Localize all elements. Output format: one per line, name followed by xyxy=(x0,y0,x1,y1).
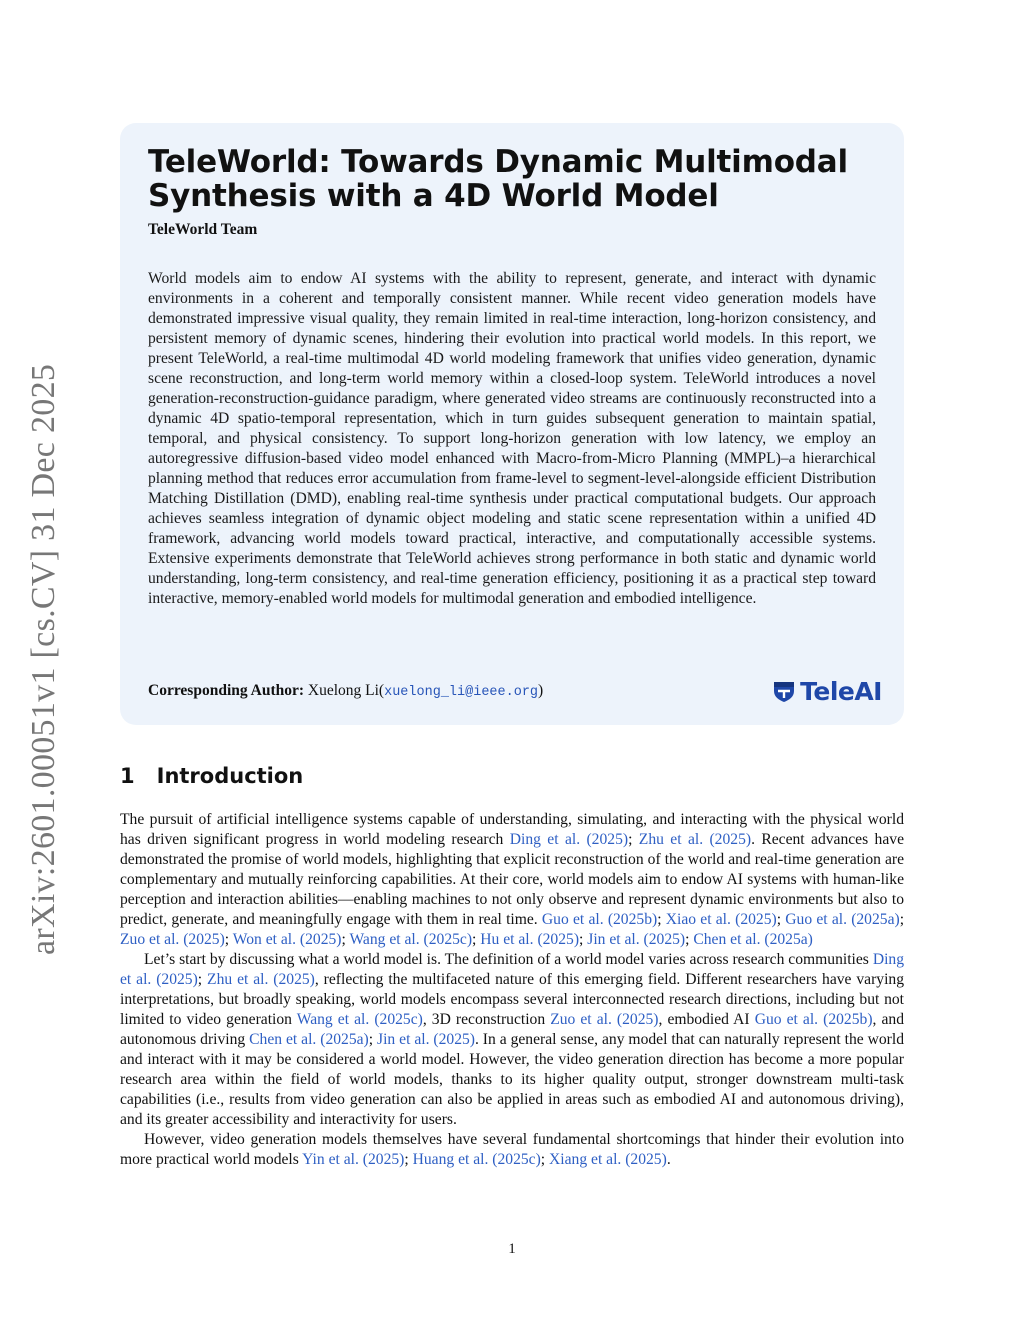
text-run: ; xyxy=(404,1151,413,1168)
citation-link[interactable]: Xiang et al. (2025) xyxy=(549,1151,667,1168)
text-run: . xyxy=(666,1151,671,1168)
page-number: 1 xyxy=(508,1241,516,1257)
citation-link[interactable]: Guo et al. (2025b) xyxy=(541,911,658,928)
text-run: ; xyxy=(685,931,694,948)
section-title: Introduction xyxy=(156,764,304,788)
citation-link[interactable]: Guo et al. (2025b) xyxy=(754,1011,873,1028)
text-run: ; xyxy=(368,1031,378,1048)
citation-link[interactable]: Zuo et al. (2025) xyxy=(120,931,225,948)
text-run: ; xyxy=(899,911,905,928)
citation-link[interactable]: Xiao et al. (2025) xyxy=(665,911,777,928)
citation-link[interactable]: Jin et al. (2025) xyxy=(377,1031,475,1048)
corresponding-label: Corresponding Author: xyxy=(148,682,305,699)
text-run: ; xyxy=(341,931,350,948)
abstract-text: World models aim to endow AI systems with the ability to represent, generate, and interact with dynamic environments in a coherent and temporally consistent manner. While recent video generation models have demonstrated impressive visual quality, they remain limited in real-time interaction, long-horizon consistency, and persistent memory of dynamic scenes, hindering their evolution into practical world models. In this report, we present TeleWorld, a real-time multimodal 4D world modeling framework that unifies video generation, dynamic scene reconstruction, and long-term world memory within a closed-loop system. TeleWorld introduces a novel generation-reconstruction-guidance paradigm, where generated video streams are continuously reconstructed into a dynamic 4D spatio-temporal representation, which in turn guides subsequent generation to maintain spatial, temporal, and physical consistency. To support long-horizon generation with low latency, we employ an autoregressive diffusion-based video model enhanced with Macro-from-Micro Planning (MMPL)–a hierarchical planning method that reduces error accumulation from frame-level to segment-level-alongside efficient Distribution Matching Distillation (DMD), enabling real-time synthesis under practical computational budgets. Our approach achieves seamless integration of dynamic object modeling and static scene representation within a unified 4D framework, advancing world models toward practical, interactive, and computationally accessible systems. Extensive experiments demonstrate that TeleWorld achieves strong performance in both static and dynamic world understanding, long-term consistency, and real-time generation efficiency, positioning it as a practical step toward interactive, memory-enabled world models for multimodal generation and embodied intelligence. xyxy=(148,270,876,607)
text-run: , 3D reconstruction xyxy=(422,1011,551,1028)
section-heading xyxy=(120,764,303,788)
corresponding-close: ) xyxy=(538,682,544,699)
corresponding-author-row xyxy=(148,676,882,706)
paragraph xyxy=(120,950,904,1130)
citation-link[interactable]: Zuo et al. (2025) xyxy=(550,1011,659,1028)
citation-link[interactable]: Won et al. (2025) xyxy=(232,931,342,948)
text-run: . Recent advances have demonstrated the promise of world models, highlighting that explicit reconstruction of the world and real-time generation are complementary and mutually reinforcing capabilities. At their core, world models aim to endow AI systems with human-like perception and interaction abilities—enabling machines to not only observe and represent dynamic environments but also to predict, generate, and meaningfully engage with them in real time. xyxy=(120,831,904,928)
citation-link[interactable]: Ding et al. (2025) xyxy=(120,951,904,988)
citation-link[interactable]: Yin et al. (2025) xyxy=(302,1151,405,1168)
email-link[interactable]: xuelong_li@ieee.org xyxy=(384,685,539,700)
section-number: 1 xyxy=(120,764,135,788)
text-run: ; xyxy=(776,911,786,928)
citation-link[interactable]: Wang et al. (2025c) xyxy=(296,1011,423,1028)
text-run: ; xyxy=(224,931,233,948)
text-run: , and autonomous driving xyxy=(120,1011,904,1048)
paper-title xyxy=(148,145,876,213)
citation-link[interactable]: Wang et al. (2025c) xyxy=(349,931,473,948)
text-run: . In a general sense, any model that can naturally represent the world and interact with it may be considered a world model. However, the video generation direction has become a more popular research area within the field of world models, thanks to its higher quality output, stronger downstream multi-task capabilities (i.e., results from video generation can also be applied in areas such as embodied AI and autonomous driving), and its greater accessibility and interactivity for users. xyxy=(120,1031,905,1128)
corresponding-author xyxy=(148,682,543,700)
text-run: However, video generation models themselves have several fundamental shortcomings that hinder their evolution into more practical world models xyxy=(120,1131,904,1168)
citation-link[interactable]: Hu et al. (2025) xyxy=(480,931,580,948)
paragraph xyxy=(120,810,904,950)
text-run: , embodied AI xyxy=(658,1011,755,1028)
citation-link[interactable]: Chen et al. (2025a) xyxy=(693,931,813,948)
citation-link[interactable]: Zhu et al. (2025) xyxy=(638,831,752,848)
teleai-shield-icon xyxy=(772,679,796,703)
text-run: ; xyxy=(472,931,481,948)
citation-link[interactable]: Ding et al. (2025) xyxy=(509,831,629,848)
text-run: The pursuit of artificial intelligence systems capable of understanding, simulating, and interacting with the physical world has driven significant progress in world modeling research xyxy=(120,811,904,848)
paragraph xyxy=(120,1130,904,1170)
text-run: ; xyxy=(579,931,588,948)
citation-link[interactable]: Jin et al. (2025) xyxy=(587,931,686,948)
corresponding-name: Xuelong Li( xyxy=(307,682,385,699)
text-run: , reflecting the multifaceted nature of this emerging field. Different researchers have varying interpretations, but broadly speaking, world models encompass several interconnected research directions, including but not limited to video generation xyxy=(120,971,905,1028)
authors: TeleWorld Team xyxy=(148,221,258,238)
title-line-2: Synthesis with a 4D World Model xyxy=(148,178,719,214)
title-abstract-box xyxy=(120,123,904,725)
citation-link[interactable]: Guo et al. (2025a) xyxy=(785,911,900,928)
teleai-logo-text: TeleAI xyxy=(800,676,882,706)
title-line-1: TeleWorld: Towards Dynamic Multimodal xyxy=(148,144,848,180)
text-run: ; xyxy=(540,1151,550,1168)
text-run: ; xyxy=(628,831,639,848)
citation-link[interactable]: Chen et al. (2025a) xyxy=(249,1031,369,1048)
citation-link[interactable]: Huang et al. (2025c) xyxy=(412,1151,541,1168)
citation-link[interactable]: Zhu et al. (2025) xyxy=(207,971,315,988)
text-run: ; xyxy=(197,971,208,988)
text-run: ; xyxy=(657,911,666,928)
text-run: Let’s start by discussing what a world model is. The definition of a world model varies across research communities xyxy=(144,951,873,968)
arxiv-stamp: arXiv:2601.00051v1 [cs.CV] 31 Dec 2025 xyxy=(25,363,62,955)
teleai-logo xyxy=(772,677,882,706)
body-text xyxy=(120,810,904,1170)
